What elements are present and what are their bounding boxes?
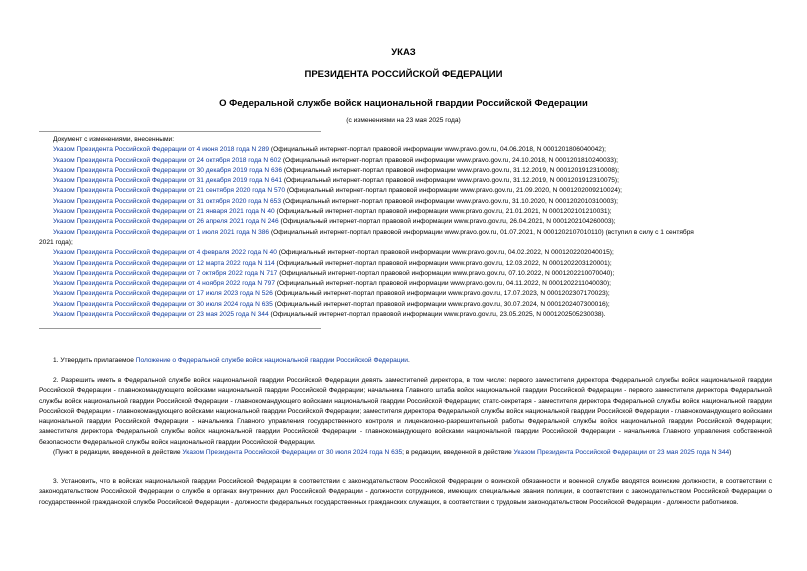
change-link[interactable]: Указом Президента Российской Федерации от 4 февраля 2022 года N 40 [53, 249, 277, 257]
edition-note: (с изменениями на 23 мая 2025 года) [346, 117, 461, 124]
changes-header: Документ с изменениями, внесенными: [53, 136, 175, 143]
paragraph-3: 3. Установить, что в войсках национальной гвардии Российской Федерации в соответствии с законодательством Российской Федерации о воинской обязанности и военной службе вводятся воинские должности, в соответствии с законодательством Российской Федерации о службе в органах внутренних дел Российской Федерации - должности сотрудников, имеющих специальные звания полиции, в соответствии с законодательством Российской Федерации о государственной гражданской службе Российской Федерации - должности федеральных государственных гражданских служащих, в соответствии с трудовым законодательством Российской Федерации - должности работников. [39, 478, 772, 506]
changes-top-divider [39, 131, 321, 132]
change-link[interactable]: Указом Президента Российской Федерации от 4 ноября 2022 года N 797 [53, 280, 276, 288]
regulation-link[interactable]: Положение о Федеральной службе войск национальной гвардии Российской Федерации [135, 357, 408, 364]
change-item: Указом Президента Российской Федерации от 12 марта 2022 года N 114 (Официальный интернет-портал правовой информации www.pravo.gov.ru, 12.03.2022, N 0001202203120001); [53, 259, 612, 267]
change-link[interactable]: Указом Президента Российской Федерации от 31 декабря 2019 года N 641 [53, 177, 283, 185]
change-item: Указом Президента Российской Федерации от 4 ноября 2022 года N 797 (Официальный интернет-портал правовой информации www.pravo.gov.ru, 04.11.2022, N 0001202211040030); [53, 280, 611, 288]
change-link[interactable]: Указом Президента Российской Федерации от 17 июля 2023 года N 526 [53, 290, 273, 298]
change-link[interactable]: Указом Президента Российской Федерации от 12 марта 2022 года N 114 [53, 259, 275, 267]
change-link[interactable]: Указом Президента Российской Федерации от 31 октября 2020 года N 653 [53, 197, 282, 205]
change-item: Указом Президента Российской Федерации от 30 декабря 2019 года N 636 (Официальный интернет-портал правовой информации www.pravo.gov.ru, 31.12.2019, N 0001201912310008); [53, 166, 619, 174]
change-link[interactable]: Указом Президента Российской Федерации от 30 июля 2024 года N 635 [53, 300, 273, 308]
change-item: Указом Президента Российской Федерации от 31 октября 2020 года N 653 (Официальный интернет-портал правовой информации www.pravo.gov.ru, 31.10.2020, N 0001202010310003); [53, 197, 618, 205]
change-link[interactable]: Указом Президента Российской Федерации от 24 октября 2018 года N 602 [53, 156, 282, 164]
changes-bottom-divider [39, 328, 321, 329]
change-item: Указом Президента Российской Федерации от 26 апреля 2021 года N 246 (Официальный интернет-портал правовой информации www.pravo.gov.ru, 26.04.2021, N 0001202104260003); [53, 218, 616, 226]
change-link[interactable]: Указом Президента Российской Федерации от 21 сентября 2020 года N 570 [53, 187, 285, 195]
edition-link-2025[interactable]: Указом Президента Российской Федерации от 23 мая 2025 года N 344 [513, 449, 730, 456]
change-item: Указом Президента Российской Федерации от 31 декабря 2019 года N 641 (Официальный интернет-портал правовой информации www.pravo.gov.ru, 31.12.2019, N 0001201912310075); [53, 177, 619, 185]
change-item: Указом Президента Российской Федерации от 1 июля 2021 года N 386 (Официальный интернет-портал правовой информации www.pravo.gov.ru, 01.07.2021, N 0001202107010110) (вступил в силу с 1 сентября [53, 228, 694, 236]
change-link[interactable]: Указом Президента Российской Федерации от 23 мая 2025 года N 344 [53, 311, 269, 319]
change-item: Указом Президента Российской Федерации от 17 июля 2023 года N 526 (Официальный интернет-портал правовой информации www.pravo.gov.ru, 17.07.2023, N 0001202307170023); [53, 290, 610, 298]
change-link[interactable]: Указом Президента Российской Федерации от 21 января 2021 года N 40 [53, 208, 275, 216]
change-link[interactable]: Указом Президента Российской Федерации от 7 октября 2022 года N 717 [53, 269, 278, 277]
paragraph-1: 1. Утвердить прилагаемое Положение о Федеральной службе войск национальной гвардии Российской Федерации. [53, 357, 410, 364]
change-item: Указом Президента Российской Федерации от 23 мая 2025 года N 344 (Официальный интернет-портал правовой информации www.pravo.gov.ru, 23.05.2025, N 0001202505230038). [53, 311, 606, 319]
change-link[interactable]: Указом Президента Российской Федерации от 4 июня 2018 года N 289 [53, 146, 270, 154]
decree-issuer: ПРЕЗИДЕНТА РОССИЙСКОЙ ФЕДЕРАЦИИ [304, 69, 503, 80]
change-link[interactable]: Указом Президента Российской Федерации от 30 декабря 2019 года N 636 [53, 166, 283, 174]
change-item: Указом Президента Российской Федерации от 24 октября 2018 года N 602 (Официальный интернет-портал правовой информации www.pravo.gov.ru, 24.10.2018, N 0001201810240033); [53, 156, 618, 164]
paragraph-2: 2. Разрешить иметь в Федеральной службе войск национальной гвардии Российской Федерации девять заместителей директора, в том числе: первого заместителя директора Федеральной службы войск национальной гвардии Российской Федерации - главнокомандующего войсками национальной гвардии Российской Федерации; начальника Главного штаба войск национальной гвардии Российской Федерации - первого заместителя директора Федеральной службы войск национальной гвардии Российской Федерации - главнокомандующего войсками национальной гвардии Российской Федерации; статс-секретаря - заместителя директора Федеральной службы войск национальной гвардии Российской Федерации - главнокомандующего войсками национальной гвардии Российской Федерации; заместителя директора Федеральной службы войск национальной гвардии Российской Федерации - главнокомандующего войсками национальной гвардии Российской Федерации - начальника Главного управления государственного контроля и лицензионно-разрешительной работы Федеральной службы войск национальной гвардии Российской Федерации; заместителя директора Федеральной службы войск национальной гвардии Российской Федерации - главнокомандующего войсками национальной гвардии Российской Федерации - начальника Главного управления собственной безопасности Федеральной службы войск национальной гвардии Российской Федерации. [39, 377, 772, 446]
change-item: Указом Президента Российской Федерации от 7 октября 2022 года N 717 (Официальный интернет-портал правовой информации www.pravo.gov.ru, 07.10.2022, N 0001202210070040); [53, 269, 615, 277]
change-item: Указом Президента Российской Федерации от 4 февраля 2022 года N 40 (Официальный интернет-портал правовой информации www.pravo.gov.ru, 04.02.2022, N 0001202202040015); [53, 249, 614, 257]
change-item-continuation: 2021 года); [39, 238, 73, 246]
change-item: Указом Президента Российской Федерации от 30 июля 2024 года N 635 (Официальный интернет-портал правовой информации www.pravo.gov.ru, 30.07.2024, N 0001202407300016); [53, 300, 610, 308]
decree-subject: О Федеральной службе войск национальной гвардии Российской Федерации [219, 98, 588, 109]
change-item: Указом Президента Российской Федерации от 4 июня 2018 года N 289 (Официальный интернет-портал правовой информации www.pravo.gov.ru, 04.06.2018, N 0001201806040042); [53, 146, 606, 154]
changes-list [39, 135, 781, 320]
change-item: Указом Президента Российской Федерации от 21 января 2021 года N 40 (Официальный интернет-портал правовой информации www.pravo.gov.ru, 21.01.2021, N 0001202101210031); [53, 208, 612, 216]
change-item: Указом Президента Российской Федерации от 21 сентября 2020 года N 570 (Официальный интернет-портал правовой информации www.pravo.gov.ru, 21.09.2020, N 0001202009210024); [53, 187, 622, 195]
change-link[interactable]: Указом Президента Российской Федерации от 26 апреля 2021 года N 246 [53, 218, 279, 226]
change-link[interactable]: Указом Президента Российской Федерации от 1 июля 2021 года N 386 [53, 228, 270, 236]
decree-title: УКАЗ [391, 47, 416, 58]
edition-link-2024[interactable]: Указом Президента Российской Федерации от 30 июля 2024 года N 635 [182, 449, 403, 456]
paragraph-2-edition-note: (Пункт в редакции, введенной в действие Указом Президента Российской Федерации от 30 июля 2024 года N 635; в редакции, введенной в действие Указом Президента Российской Федерации от 23 мая 2025 года N 344) [53, 449, 732, 456]
